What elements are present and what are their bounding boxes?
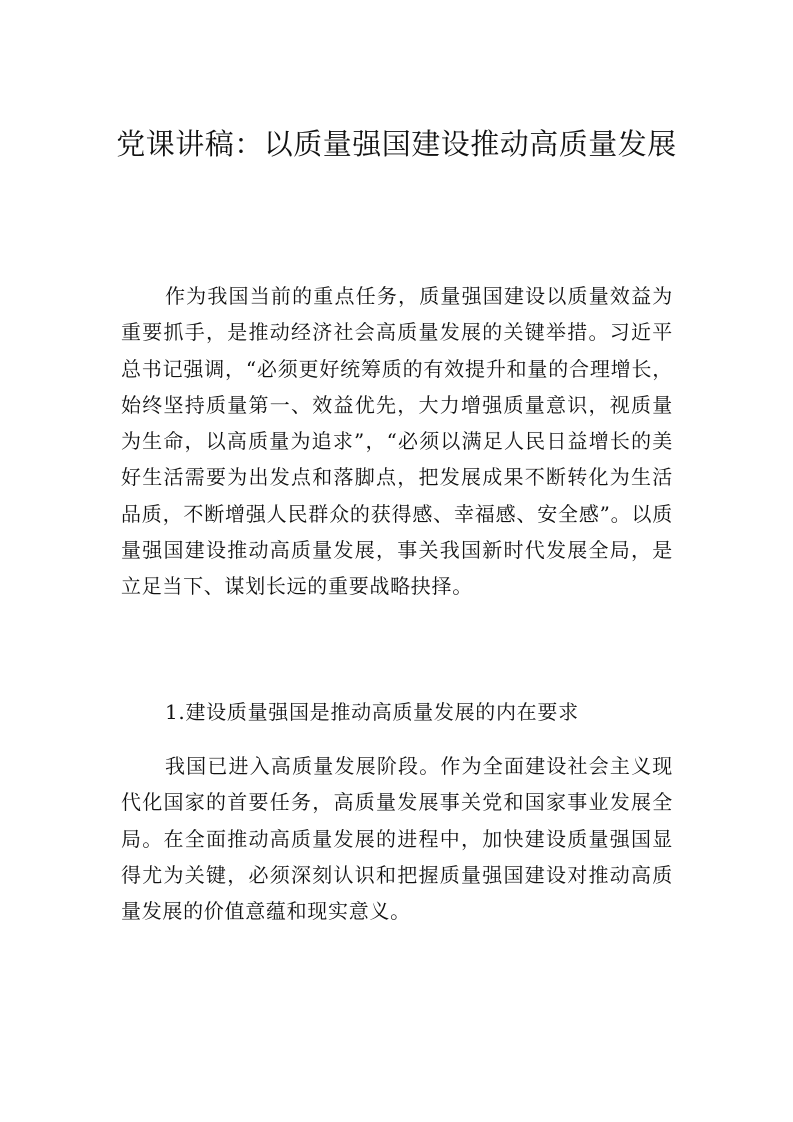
section-heading: 1.建设质量强国是推动高质量发展的内在要求 [165,700,579,724]
intro-paragraph: 作为我国当前的重点任务，质量强国建设以质量效益为重要抓手，是推动经济社会高质量发展的关键举措。习近平总书记强调，“必须更好统筹质的有效提升和量的合理增长，始终坚持质量第一、效益优先，大力增强质量意识，视质量为生命，以高质量为追求”，“必须以满足人民日益增长的美好生活需要为出发点和落脚点，把发展成果不断转化为生活品质，不断增强人民群众的获得感、幸福感、安全感”。以质量强国建设推动高质量发展，事关我国新时代发展全局，是立足当下、谋划长远的重要战略抉择。 [121,284,673,599]
section-body [121,748,673,929]
document-title: 党课讲稿：以质量强国建设推动高质量发展 [116,127,677,161]
intro-section [121,278,673,605]
section-paragraph: 我国已进入高质量发展阶段。作为全面建设社会主义现代化国家的首要任务，高质量发展事关党和国家事业发展全局。在全面推动高质量发展的进程中，加快建设质量强国显得尤为关键，必须深刻认识和把握质量强国建设对推动高质量发展的价值意蕴和现实意义。 [121,754,673,924]
